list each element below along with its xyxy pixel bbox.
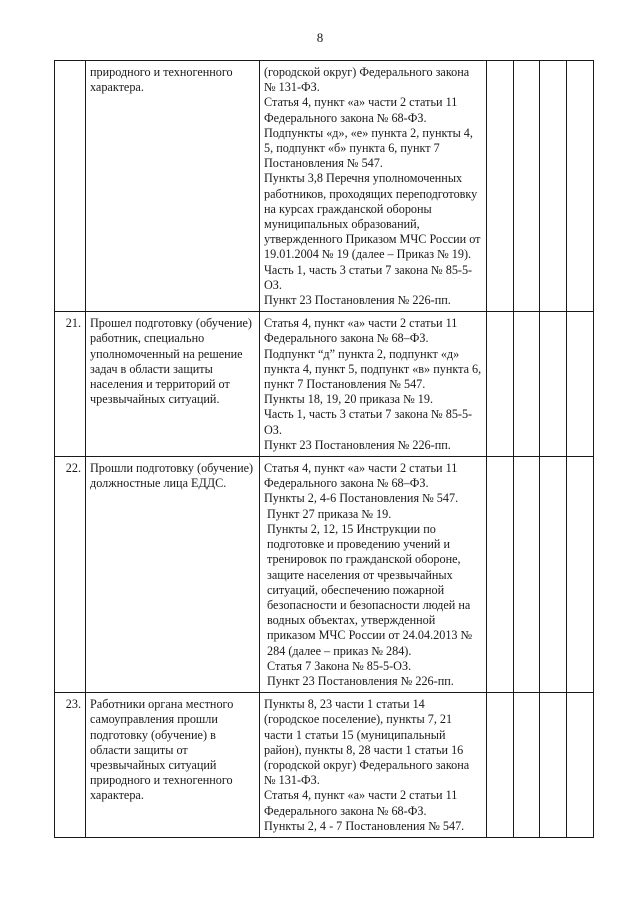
references-cell [260, 693, 487, 838]
row-number: 22. [55, 457, 86, 693]
answer-cell-yes [487, 457, 514, 693]
reference-line: Статья 4, пункт «а» части 2 статьи 11 Федерального закона № 68–ФЗ. [264, 316, 458, 346]
reference-line: Пункт 27 приказа № 19. [267, 506, 392, 521]
table-row [55, 61, 594, 312]
reference-line: Пункты 2, 12, 15 Инструкции по подготовке и проведению учений и тренировок по гражданской обороне, защите населения от чрезвычайных ситуаций, обеспечению пожарной безопасности и безопасности людей на водных объектах, утвержденной приказом МЧС России от 24.04.2013 № 284 (далее – приказ № 284). [267, 521, 473, 658]
requirement-cell: природного и техногенного характера. [86, 61, 260, 312]
reference-line: Статья 4, пункт «а» части 2 статьи 11 Федерального закона № 68–ФЗ. [264, 461, 458, 491]
reference-line: Подпункты «д», «е» пункта 2, пункты 4, 5, подпункт «б» пункта 6, пункт 7 Постановления № 547. [264, 125, 473, 171]
table-row [55, 312, 594, 457]
answer-cell-no [514, 457, 540, 693]
page-number: 8 [316, 30, 324, 45]
answer-cell-no [514, 693, 540, 838]
references-cell [260, 61, 487, 312]
reference-line: Пункты 18, 19, 20 приказа № 19. [264, 392, 434, 407]
table-row [55, 693, 594, 838]
reference-line: Пункты 2, 4 - 7 Постановления № 547. [264, 818, 465, 833]
answer-cell-no [514, 61, 540, 312]
answer-cell-yes [487, 312, 514, 457]
reference-line: Часть 1, часть 3 статьи 7 закона № 85-5-ОЗ. [264, 262, 473, 292]
reference-line: Статья 4, пункт «а» части 2 статьи 11 Федерального закона № 68-ФЗ. [264, 95, 458, 125]
reference-line: Пункт 23 Постановления № 226-пп. [267, 673, 454, 688]
answer-cell-note [567, 693, 594, 838]
reference-line: Пункт 23 Постановления № 226-пп. [264, 293, 451, 308]
reference-line: Статья 4, пункт «а» части 2 статьи 11 Федерального закона № 68-ФЗ. [264, 788, 458, 818]
reference-line: Статья 7 Закона № 85-5-ОЗ. [267, 658, 412, 673]
reference-line: Пункты 2, 4-6 Постановления № 547. [264, 491, 459, 506]
answer-cell-note [567, 457, 594, 693]
requirement-cell: Работники органа местного самоуправления прошли подготовку (обучение) в области защиты от чрезвычайных ситуаций природного и техногенного характера. [86, 693, 260, 838]
references-cell [260, 457, 487, 693]
answer-cell-na [540, 457, 567, 693]
requirement-cell: Прошел подготовку (обучение) работник, специально уполномоченный на решение задач в области защиты населения и территорий от чрезвычайных ситуаций. [86, 312, 260, 457]
answer-cell-na [540, 312, 567, 457]
answer-cell-yes [487, 61, 514, 312]
row-number: 21. [55, 312, 86, 457]
reference-line: Пункты 3,8 Перечня уполномоченных работников, проходящих переподготовку на курсах гражданской обороны муниципальных образований, утвержденного Приказом МЧС России от 19.01.2004 № 19 (далее – Приказ № 19). [264, 171, 481, 262]
answer-cell-note [567, 61, 594, 312]
reference-line: Пункт 23 Постановления № 226-пп. [264, 437, 451, 452]
answer-cell-na [540, 61, 567, 312]
reference-line: Часть 1, часть 3 статьи 7 закона № 85-5-ОЗ. [264, 407, 473, 437]
answer-cell-yes [487, 693, 514, 838]
references-cell [260, 312, 487, 457]
reference-line: (городской округ) Федерального закона № 131-ФЗ. [264, 65, 470, 95]
answer-cell-no [514, 312, 540, 457]
answer-cell-na [540, 693, 567, 838]
table-row [55, 457, 594, 693]
requirement-cell: Прошли подготовку (обучение) должностные лица ЕДДС. [86, 457, 260, 693]
reference-line: Пункты 8, 23 части 1 статьи 14 (городское поселение), пункты 7, 21 части 1 статьи 15 (муниципальный район), пункты 8, 28 части 1 статьи 16 (городской округ) Федерального закона № 131-ФЗ. [264, 697, 470, 788]
checklist-table [54, 60, 594, 838]
row-number [55, 61, 86, 312]
reference-line: Подпункт “д” пункта 2, подпункт «д» пункта 4, пункт 5, подпункт «в» пункта 6, пункт 7 Постановления № 547. [264, 346, 482, 392]
row-number: 23. [55, 693, 86, 838]
answer-cell-note [567, 312, 594, 457]
